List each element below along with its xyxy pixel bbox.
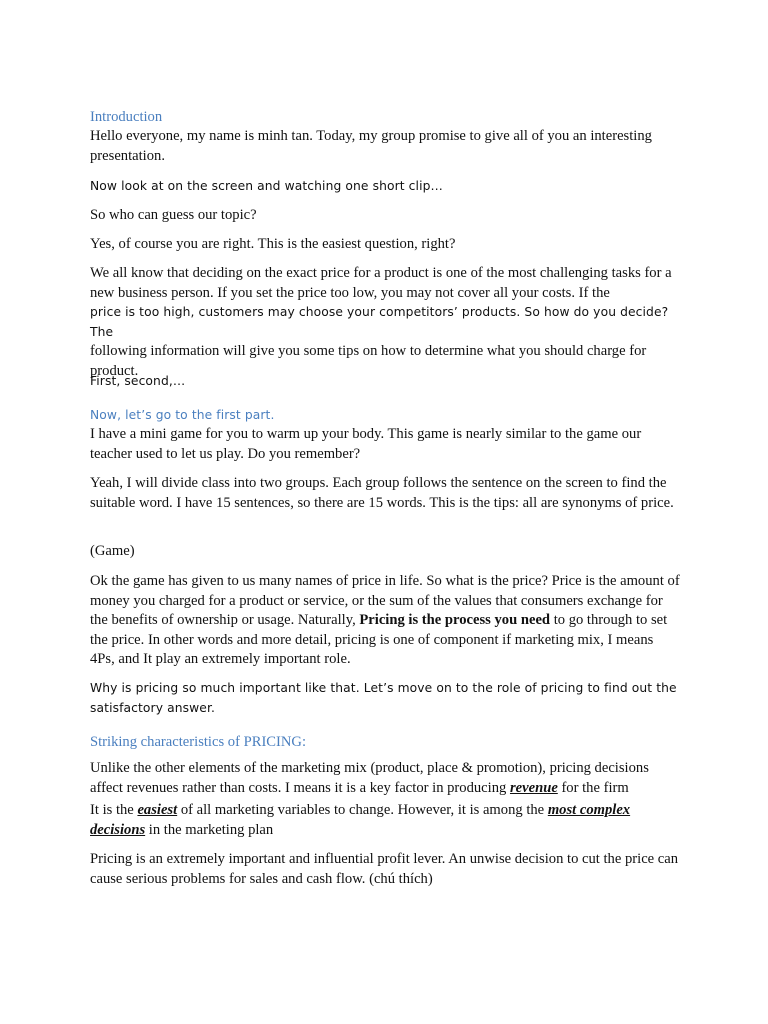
paragraph-profit-lever: Pricing is an extremely important and influential profit lever. An unwise decision to cut the price can cause serious problems for sales and cash flow. (chú thích): [90, 851, 679, 887]
paragraph-greeting: Hello everyone, my name is minh tan. Today, my group promise to give all of you an interesting presentation.: [90, 128, 652, 164]
paragraph-first-second: First, second,…: [90, 374, 186, 388]
revenue-after: for the firm: [557, 779, 629, 796]
pricing-challenge-part3: following information will give you some tips on how to determine what you should charge for product.: [90, 343, 647, 379]
paragraph-why-pricing: Why is pricing so much important like that. Let’s move on to the role of pricing to find out the satisfactory answer.: [90, 681, 677, 715]
easiest-emphasis: easiest: [137, 802, 178, 818]
paragraph-guess-topic: So who can guess our topic?: [90, 207, 257, 223]
paragraph-easiest-question: Yes, of course you are right. This is the easiest question, right?: [90, 236, 456, 252]
easiest-after: in the marketing plan: [145, 821, 274, 838]
paragraph-mini-game: I have a mini game for you to warm up your body. This game is nearly similar to the game our teacher used to let us play. Do you remember?: [90, 426, 642, 462]
paragraph-pricing-challenge: [90, 264, 680, 381]
introduction-heading: Introduction: [90, 109, 163, 125]
revenue-before: Unlike the other elements of the marketing mix (product, place & promotion), pricing decisions affect revenues rather than costs. I means it is a key factor in producing: [90, 760, 649, 796]
easiest-middle: of all marketing variables to change. However, it is among the: [177, 802, 548, 818]
revenue-emphasis: revenue: [509, 779, 558, 796]
paragraph-price-definition: [90, 572, 680, 670]
paragraph-game: (Game): [90, 543, 135, 559]
price-definition-after: to go through to set the price. In other words and more detail, pricing is one of component if marketing mix, I means 4Ps, and It play an extremely important role.: [90, 612, 668, 667]
paragraph-divide-class: Yeah, I will divide class into two groups. Each group follows the sentence on the screen to find the suitable word. I have 15 sentences, so there are 15 words. This is the tips: all are synonyms of price.: [90, 475, 674, 511]
first-part-heading: Now, let’s go to the first part.: [90, 408, 275, 422]
complex-decisions-emphasis: most complex decisions: [90, 802, 631, 838]
pricing-process-bold: Pricing is the process you need: [359, 612, 551, 628]
characteristics-heading: Striking characteristics of PRICING:: [90, 734, 307, 750]
price-definition-before: Ok the game has given to us many names of price in life. So what is the price? Price is the amount of money you charged for a product or service, or the sum of the values that consumers exchange for the benefits of ownership or usage. Naturally,: [90, 573, 680, 628]
easiest-before: It is the: [90, 802, 138, 818]
paragraph-revenue: [90, 759, 680, 798]
paragraph-clip: Now look at on the screen and watching one short clip…: [90, 179, 443, 193]
pricing-challenge-part2: price is too high, customers may choose your competitors’ products. So how do you decide? The: [90, 305, 669, 339]
pricing-challenge-part1: We all know that deciding on the exact price for a product is one of the most challenging tasks for a new business person. If you set the price too low, you may not cover all your costs. If the: [90, 265, 672, 301]
paragraph-easiest-variable: [90, 801, 680, 840]
